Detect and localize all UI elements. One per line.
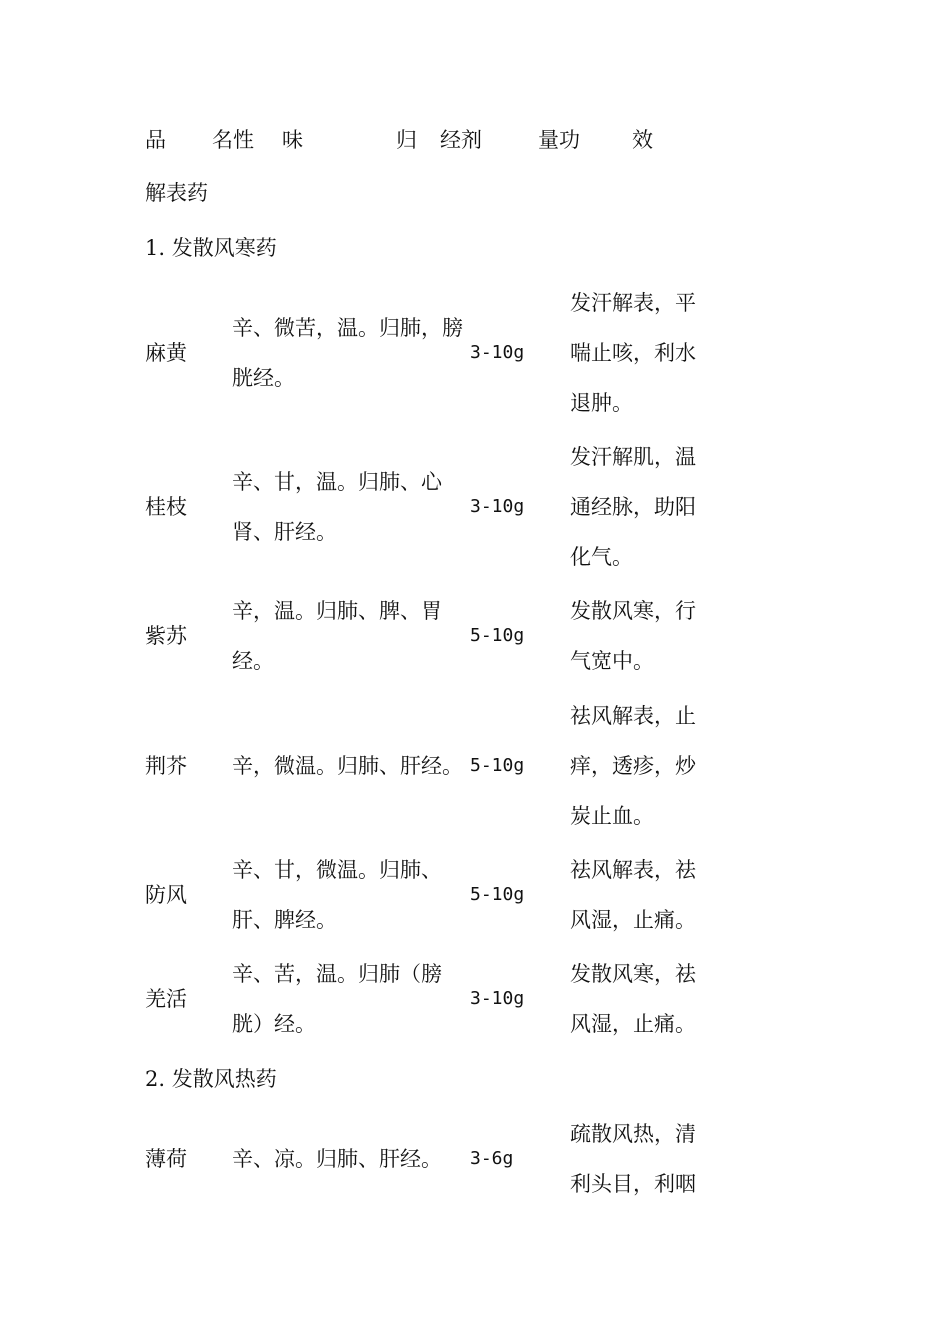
table-row	[0, 278, 950, 428]
herb-dose: 3-10g	[470, 342, 525, 363]
section-title: 解表药	[145, 181, 208, 205]
header-col-2: 名性	[212, 128, 254, 152]
table-row	[0, 845, 950, 945]
herb-name: 紫苏	[145, 624, 187, 648]
table-row	[0, 691, 950, 841]
herb-property: 辛，微温。归肺、肝经。	[232, 754, 463, 778]
herb-name: 薄荷	[145, 1147, 187, 1171]
herb-dose: 5-10g	[470, 884, 525, 905]
herb-dose: 3-6g	[470, 1148, 514, 1169]
herb-property: 辛、苦，温。归肺（膀胱）经。	[232, 962, 442, 1036]
herb-property: 辛、甘，微温。归肺、肝、脾经。	[232, 858, 442, 932]
header-col-7: 效	[632, 128, 653, 152]
herb-effect: 发散风寒，行气宽中。	[570, 599, 696, 673]
table-row	[0, 432, 950, 582]
herb-dose: 3-10g	[470, 496, 525, 517]
herb-dose: 5-10g	[470, 625, 525, 646]
header-col-6: 量功	[538, 128, 580, 152]
herb-property: 辛、甘，温。归肺、心肾、肝经。	[232, 470, 442, 544]
herb-effect: 祛风解表，止痒，透疹，炒炭止血。	[570, 704, 696, 828]
herb-property: 辛、凉。归肺、肝经。	[232, 1147, 442, 1171]
herb-effect: 发汗解肌，温通经脉，助阳化气。	[570, 445, 696, 569]
herb-name: 桂枝	[145, 495, 187, 519]
herb-effect: 发散风寒，祛风湿，止痛。	[570, 962, 696, 1036]
table-row	[0, 949, 950, 1049]
herb-effect: 疏散风热，清利头目，利咽	[570, 1122, 696, 1196]
group-title-1: 1. 发散风寒药	[145, 236, 277, 260]
herb-dose: 3-10g	[470, 988, 525, 1009]
herb-name: 荆芥	[145, 754, 187, 778]
table-row	[0, 586, 950, 686]
herb-property: 辛、微苦，温。归肺，膀胱经。	[232, 316, 463, 390]
header-col-1: 品	[145, 128, 166, 152]
herb-effect: 祛风解表，祛风湿，止痛。	[570, 858, 696, 932]
herb-dose: 5-10g	[470, 755, 525, 776]
herb-name: 防风	[145, 883, 187, 907]
herb-name: 羌活	[145, 987, 187, 1011]
table-row	[0, 1109, 950, 1209]
header-col-5: 经剂	[440, 128, 482, 152]
herb-effect: 发汗解表，平喘止咳，利水退肿。	[570, 291, 696, 415]
herb-property: 辛，温。归肺、脾、胃经。	[232, 599, 442, 673]
herb-name: 麻黄	[145, 341, 187, 365]
header-col-4: 归	[396, 128, 417, 152]
group-title-2: 2. 发散风热药	[145, 1067, 277, 1091]
header-col-3: 味	[282, 128, 303, 152]
